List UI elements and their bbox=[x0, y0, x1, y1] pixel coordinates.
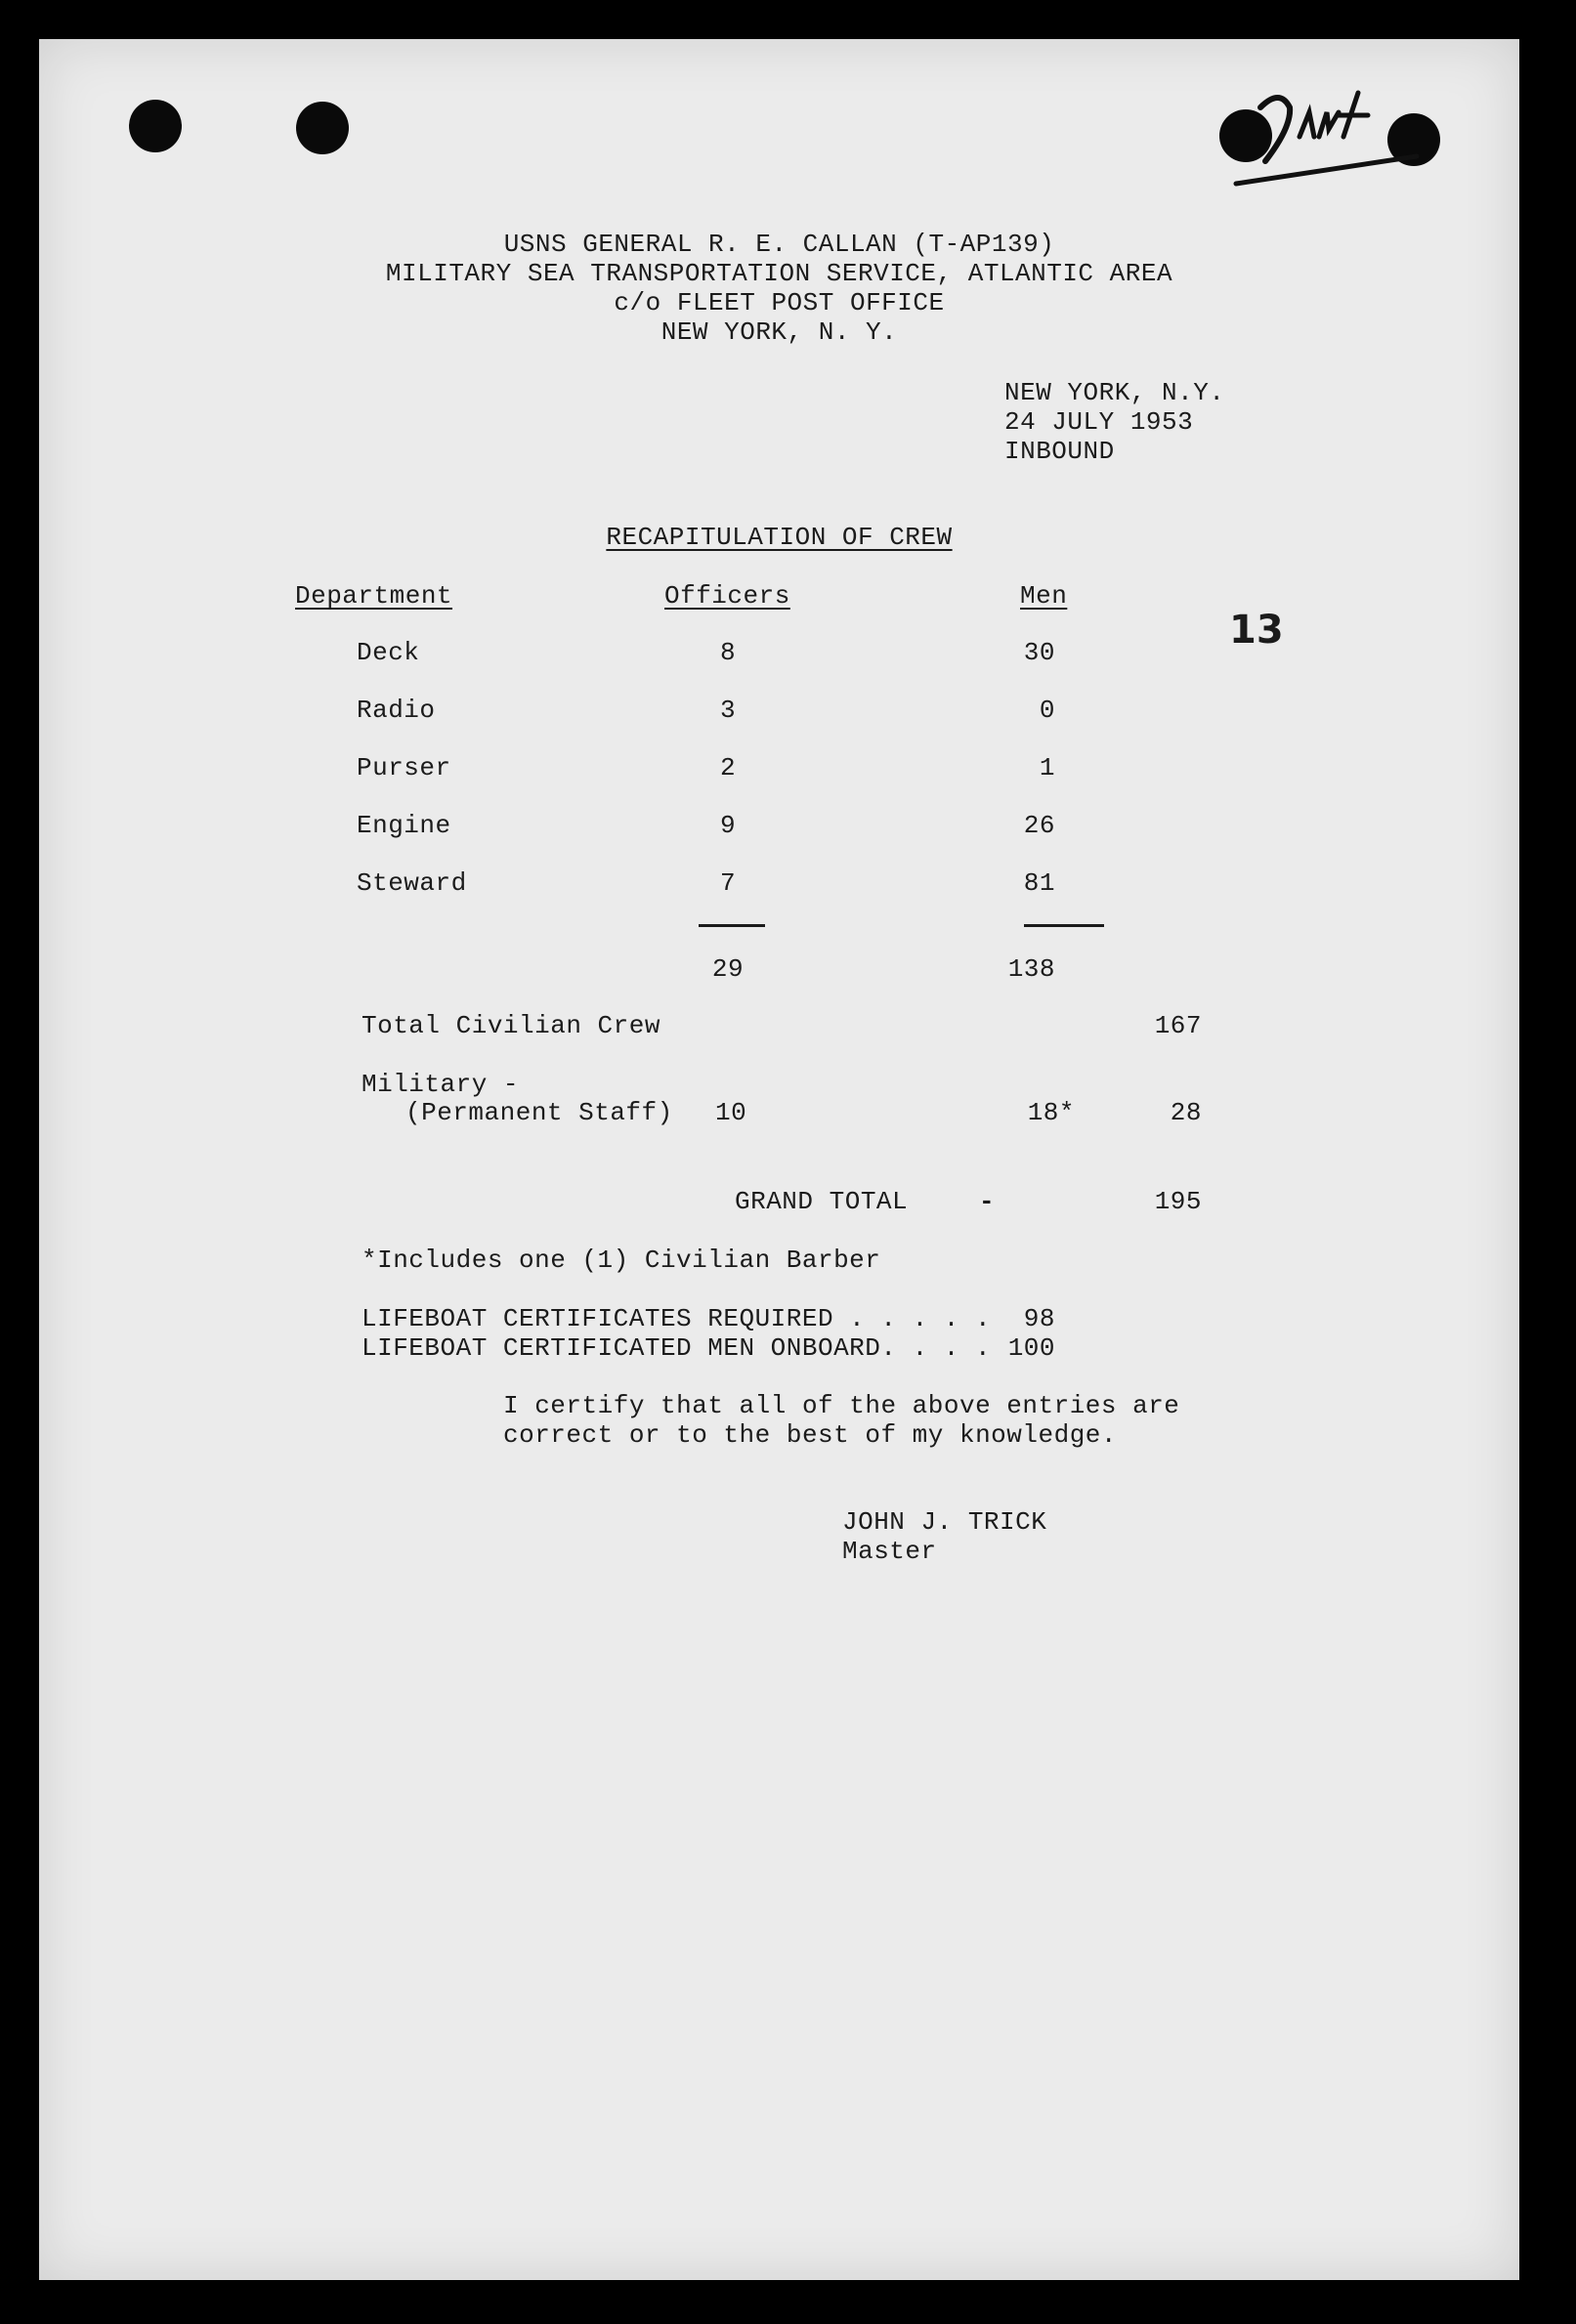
row-officers: 3 bbox=[719, 696, 737, 725]
subtotal-rule-men bbox=[1024, 924, 1104, 927]
grand-total-label: GRAND TOTAL bbox=[735, 1187, 909, 1216]
row-officers: 9 bbox=[719, 811, 737, 840]
signature-title: Master bbox=[842, 1537, 937, 1566]
row-department: Purser bbox=[357, 753, 451, 782]
military-total: 28 bbox=[1170, 1098, 1202, 1127]
footnote: *Includes one (1) Civilian Barber bbox=[362, 1246, 881, 1275]
lifeboat-onboard-value: 100 bbox=[1007, 1333, 1055, 1363]
document-page bbox=[39, 39, 1519, 2280]
page-number: 13 bbox=[1229, 608, 1284, 653]
row-department: Radio bbox=[357, 696, 436, 725]
subtotal-men: 138 bbox=[1007, 954, 1055, 984]
direction: INBOUND bbox=[1004, 437, 1115, 466]
row-officers: 7 bbox=[719, 868, 737, 898]
military-label: Military - bbox=[362, 1070, 520, 1099]
header-line-2: MILITARY SEA TRANSPORTATION SERVICE, ATLANTIC AREA bbox=[385, 259, 1173, 288]
date: 24 JULY 1953 bbox=[1004, 407, 1194, 437]
handwritten-mark-icon bbox=[1221, 68, 1436, 195]
certification-line-1: I certify that all of the above entries are bbox=[503, 1391, 1180, 1420]
grand-total-value: 195 bbox=[1154, 1187, 1202, 1216]
lifeboat-onboard-label: LIFEBOAT CERTIFICATED MEN ONBOARD. . . . bbox=[362, 1333, 992, 1363]
total-civilian-label: Total Civilian Crew bbox=[362, 1011, 660, 1040]
row-men: 81 bbox=[1023, 868, 1055, 898]
header-line-3: c/o FLEET POST OFFICE bbox=[614, 288, 945, 317]
row-men: 1 bbox=[1039, 753, 1055, 782]
lifeboat-required-value: 98 bbox=[1023, 1304, 1055, 1333]
row-department: Steward bbox=[357, 868, 467, 898]
subtotal-officers: 29 bbox=[711, 954, 745, 984]
row-department: Engine bbox=[357, 811, 451, 840]
header-officers: Officers bbox=[664, 581, 790, 611]
row-men: 0 bbox=[1039, 696, 1055, 725]
header-line-1: USNS GENERAL R. E. CALLAN (T-AP139) bbox=[503, 230, 1055, 259]
lifeboat-required-label: LIFEBOAT CERTIFICATES REQUIRED . . . . . bbox=[362, 1304, 992, 1333]
military-officers: 10 bbox=[715, 1098, 747, 1127]
header-line-4: NEW YORK, N. Y. bbox=[660, 317, 898, 347]
grand-total-dash: - bbox=[979, 1187, 996, 1216]
header-men: Men bbox=[1020, 581, 1068, 611]
row-men: 26 bbox=[1023, 811, 1055, 840]
row-department: Deck bbox=[357, 638, 420, 667]
total-civilian-value: 167 bbox=[1154, 1011, 1202, 1040]
header-department: Department bbox=[295, 581, 453, 611]
military-sublabel: (Permanent Staff) bbox=[405, 1098, 673, 1127]
place: NEW YORK, N.Y. bbox=[1004, 378, 1225, 407]
row-officers: 2 bbox=[719, 753, 737, 782]
punch-hole bbox=[129, 100, 182, 152]
certification-line-2: correct or to the best of my knowledge. bbox=[503, 1420, 1117, 1450]
row-officers: 8 bbox=[719, 638, 737, 667]
signature-name: JOHN J. TRICK bbox=[842, 1507, 1047, 1537]
subtotal-rule-officers bbox=[699, 924, 765, 927]
military-men: 18* bbox=[1027, 1098, 1075, 1127]
page-title: RECAPITULATION OF CREW bbox=[606, 523, 953, 552]
row-men: 30 bbox=[1023, 638, 1055, 667]
punch-hole bbox=[296, 102, 349, 154]
